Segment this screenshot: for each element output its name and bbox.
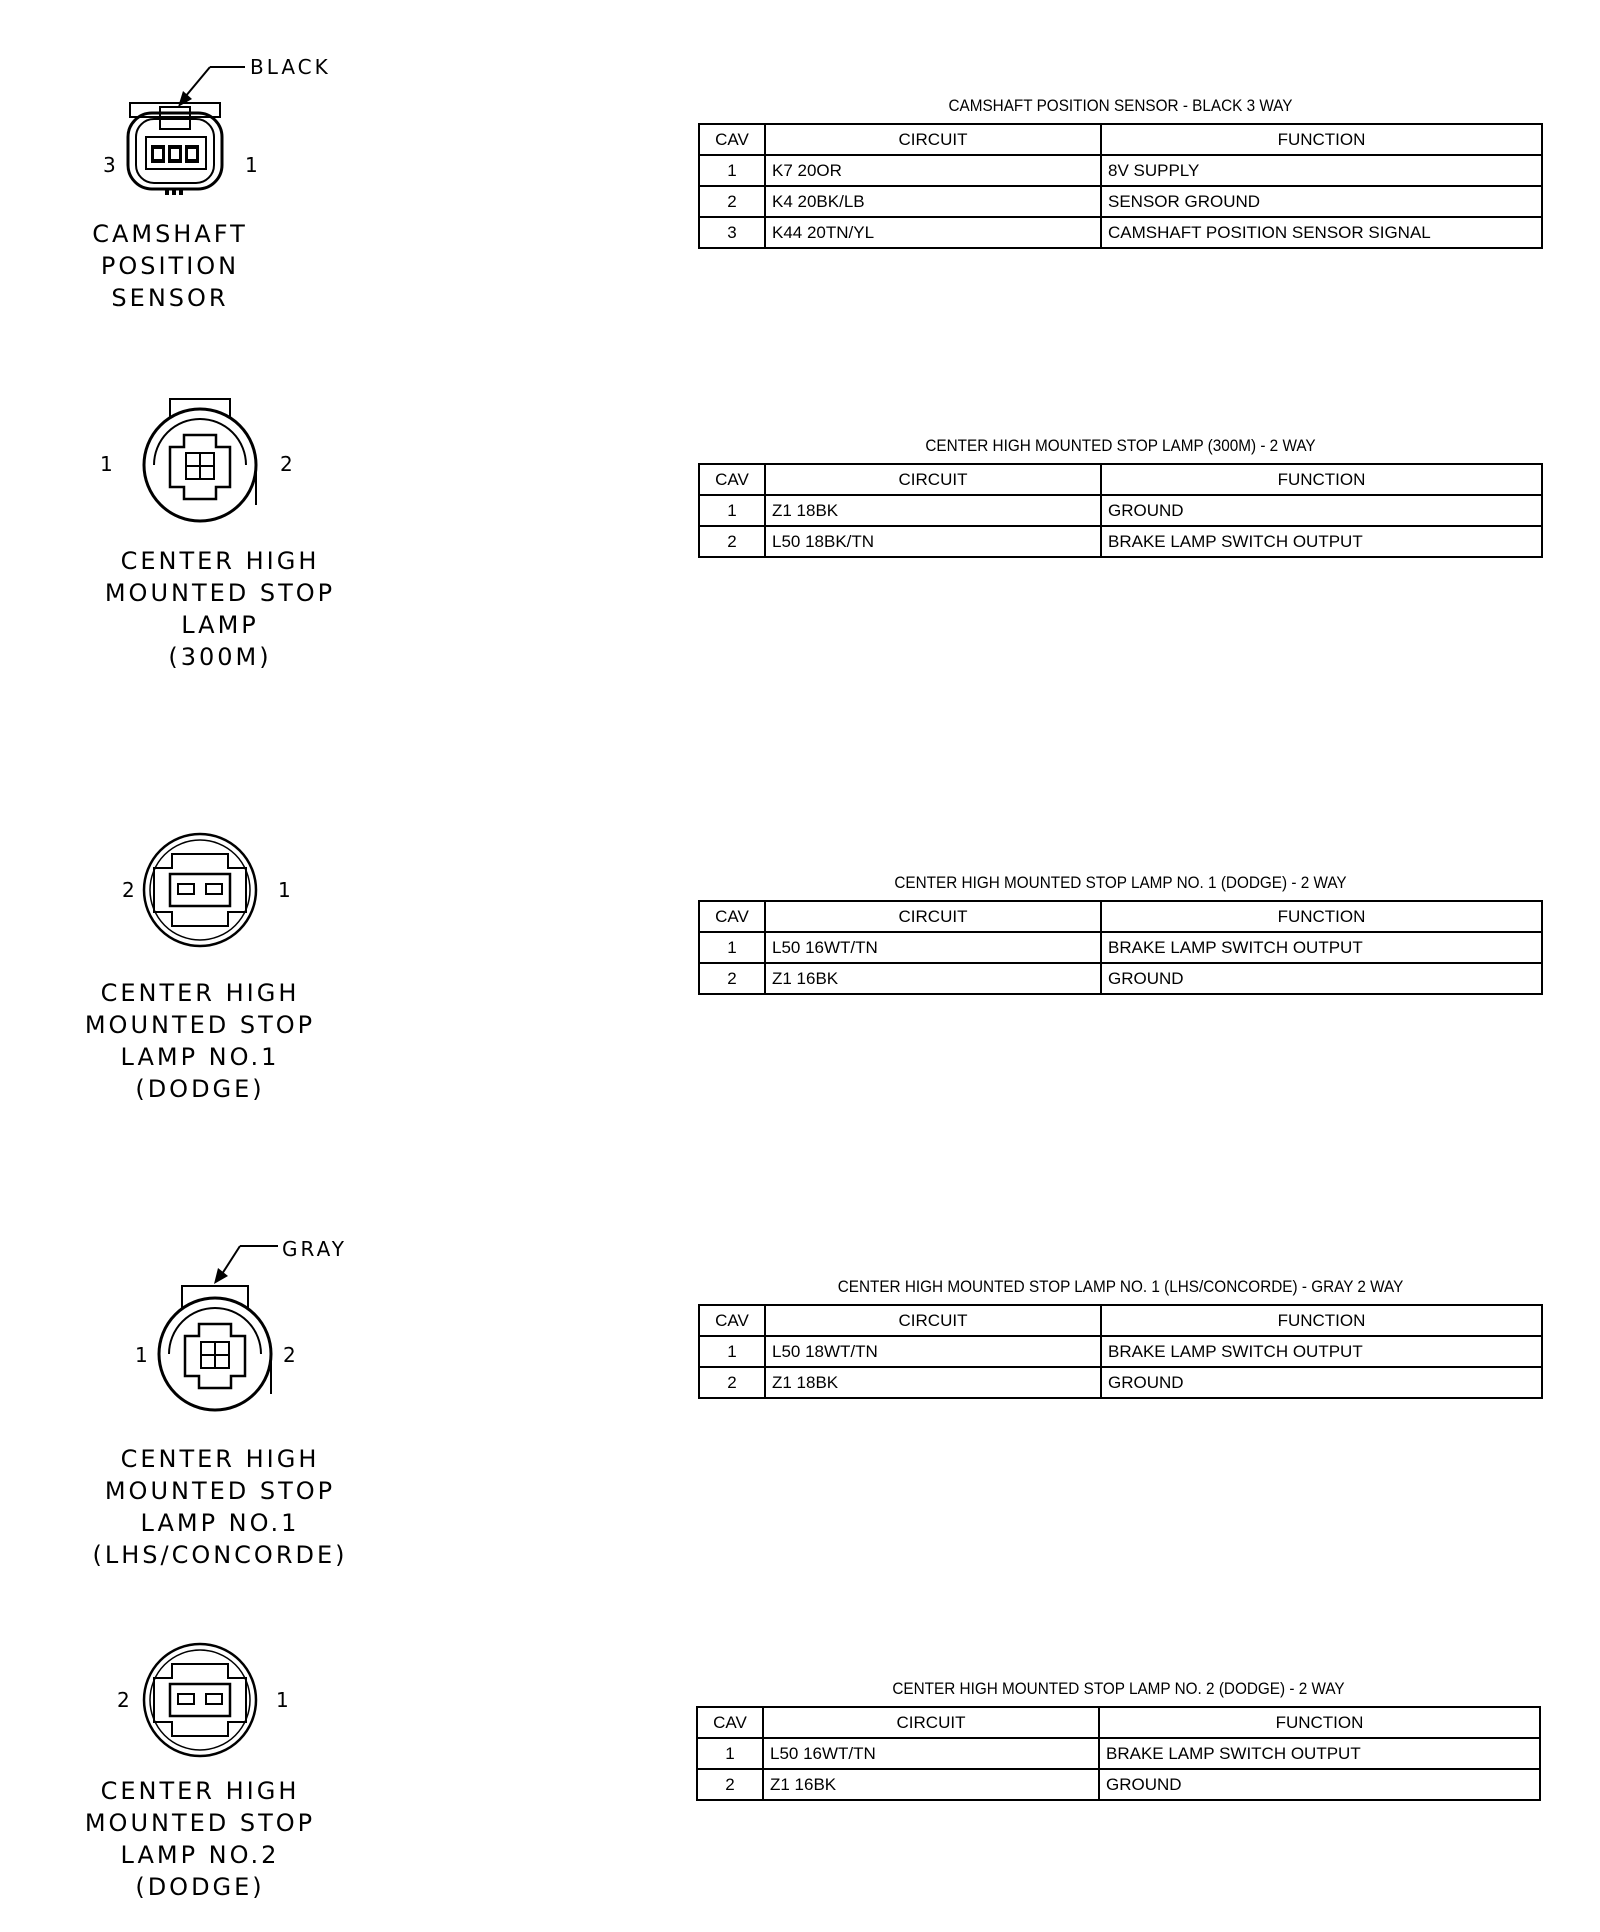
table-title: CAMSHAFT POSITION SENSOR - BLACK 3 WAY — [948, 96, 1293, 115]
function-header: FUNCTION — [1099, 1707, 1540, 1738]
function-header: FUNCTION — [1101, 901, 1542, 932]
function-cell: GROUND — [1101, 1367, 1542, 1398]
camshaft-sensor-connector-icon — [110, 55, 340, 215]
table-header-row — [699, 124, 1542, 155]
cav-header: CAV — [699, 901, 765, 932]
pin-label-right: 2 — [280, 452, 293, 476]
function-cell: BRAKE LAMP SWITCH OUTPUT — [1101, 526, 1542, 557]
table-row — [699, 1336, 1542, 1367]
circuit-cell: K7 20OR — [765, 155, 1101, 186]
pin-label-left: 2 — [117, 1688, 130, 1712]
circuit-cell: Z1 16BK — [763, 1769, 1099, 1800]
cav-cell: 1 — [699, 155, 765, 186]
function-cell: GROUND — [1099, 1769, 1540, 1800]
chmsl-300m-connector-icon — [130, 395, 270, 535]
table-row — [699, 1367, 1542, 1398]
cav-header: CAV — [697, 1707, 763, 1738]
pin-label-right: 2 — [283, 1343, 296, 1367]
table-row — [697, 1738, 1540, 1769]
function-cell: BRAKE LAMP SWITCH OUTPUT — [1099, 1738, 1540, 1769]
circuit-cell: Z1 16BK — [765, 963, 1101, 994]
connector-name-chmsl-300m: CENTER HIGH MOUNTED STOP LAMP (300M) — [104, 547, 336, 671]
table-row — [699, 217, 1542, 248]
table-row — [697, 1769, 1540, 1800]
function-cell: SENSOR GROUND — [1101, 186, 1542, 217]
table-title: CENTER HIGH MOUNTED STOP LAMP (300M) - 2 WAY — [925, 436, 1316, 455]
circuit-cell: Z1 18BK — [765, 1367, 1101, 1398]
cav-cell: 2 — [697, 1769, 763, 1800]
chmsl-no2-dodge-connector-icon — [140, 1640, 260, 1760]
cav-cell: 2 — [699, 963, 765, 994]
circuit-header: CIRCUIT — [765, 1305, 1101, 1336]
circuit-header: CIRCUIT — [763, 1707, 1099, 1738]
cav-cell: 1 — [699, 932, 765, 963]
circuit-cell: L50 16WT/TN — [765, 932, 1101, 963]
pinout-table-chmsl-no1-lhs — [698, 1304, 1543, 1399]
function-cell: GROUND — [1101, 495, 1542, 526]
cav-cell: 1 — [699, 495, 765, 526]
color-tag-gray: GRAY — [282, 1237, 347, 1261]
table-header-row — [697, 1707, 1540, 1738]
circuit-cell: K44 20TN/YL — [765, 217, 1101, 248]
cav-cell: 3 — [699, 217, 765, 248]
circuit-header: CIRCUIT — [765, 124, 1101, 155]
connector-name-chmsl-no1-dodge: CENTER HIGH MOUNTED STOP LAMP NO.1 (DODGE) — [84, 979, 316, 1103]
function-cell: 8V SUPPLY — [1101, 155, 1542, 186]
function-header: FUNCTION — [1101, 124, 1542, 155]
function-cell: GROUND — [1101, 963, 1542, 994]
table-row — [699, 963, 1542, 994]
pin-label-right: 1 — [278, 878, 291, 902]
color-tag-black: BLACK — [250, 55, 331, 79]
function-cell: BRAKE LAMP SWITCH OUTPUT — [1101, 932, 1542, 963]
pin-label-right: 1 — [276, 1688, 289, 1712]
circuit-header: CIRCUIT — [765, 901, 1101, 932]
connector-name-camshaft: CAMSHAFT POSITION SENSOR — [92, 220, 248, 312]
cav-header: CAV — [699, 464, 765, 495]
connector-name-chmsl-no2-dodge: CENTER HIGH MOUNTED STOP LAMP NO.2 (DODGE) — [84, 1777, 316, 1901]
pin-label-left: 1 — [100, 452, 113, 476]
circuit-cell: K4 20BK/LB — [765, 186, 1101, 217]
circuit-cell: L50 18BK/TN — [765, 526, 1101, 557]
cav-cell: 1 — [697, 1738, 763, 1769]
cav-cell: 1 — [699, 1336, 765, 1367]
table-title: CENTER HIGH MOUNTED STOP LAMP NO. 2 (DODGE) - 2 WAY — [892, 1679, 1345, 1698]
function-header: FUNCTION — [1101, 464, 1542, 495]
function-cell: CAMSHAFT POSITION SENSOR SIGNAL — [1101, 217, 1542, 248]
table-title: CENTER HIGH MOUNTED STOP LAMP NO. 1 (DODGE) - 2 WAY — [894, 873, 1347, 892]
function-header: FUNCTION — [1101, 1305, 1542, 1336]
table-row — [699, 932, 1542, 963]
circuit-cell: L50 18WT/TN — [765, 1336, 1101, 1367]
pinout-table-chmsl-no1-dodge — [698, 900, 1543, 995]
circuit-cell: Z1 18BK — [765, 495, 1101, 526]
pin-label-left: 3 — [103, 153, 116, 177]
table-row — [699, 155, 1542, 186]
cav-header: CAV — [699, 1305, 765, 1336]
circuit-header: CIRCUIT — [765, 464, 1101, 495]
pin-label-right: 1 — [245, 153, 258, 177]
chmsl-no1-dodge-connector-icon — [140, 830, 260, 950]
table-title: CENTER HIGH MOUNTED STOP LAMP NO. 1 (LHS/CONCORDE) - GRAY 2 WAY — [837, 1277, 1404, 1296]
chmsl-no1-lhs-connector-icon — [150, 1238, 350, 1418]
table-header-row — [699, 1305, 1542, 1336]
table-row — [699, 495, 1542, 526]
pinout-table-chmsl-300m — [698, 463, 1543, 558]
pinout-table-camshaft — [698, 123, 1543, 249]
table-header-row — [699, 901, 1542, 932]
table-row — [699, 526, 1542, 557]
pinout-table-chmsl-no2-dodge — [696, 1706, 1541, 1801]
pin-label-left: 1 — [135, 1343, 148, 1367]
pin-label-left: 2 — [122, 878, 135, 902]
table-header-row — [699, 464, 1542, 495]
connector-name-chmsl-no1-lhs: CENTER HIGH MOUNTED STOP LAMP NO.1 (LHS/CONCORDE) — [92, 1445, 348, 1569]
function-cell: BRAKE LAMP SWITCH OUTPUT — [1101, 1336, 1542, 1367]
cav-cell: 2 — [699, 186, 765, 217]
circuit-cell: L50 16WT/TN — [763, 1738, 1099, 1769]
cav-cell: 2 — [699, 1367, 765, 1398]
cav-cell: 2 — [699, 526, 765, 557]
table-row — [699, 186, 1542, 217]
cav-header: CAV — [699, 124, 765, 155]
